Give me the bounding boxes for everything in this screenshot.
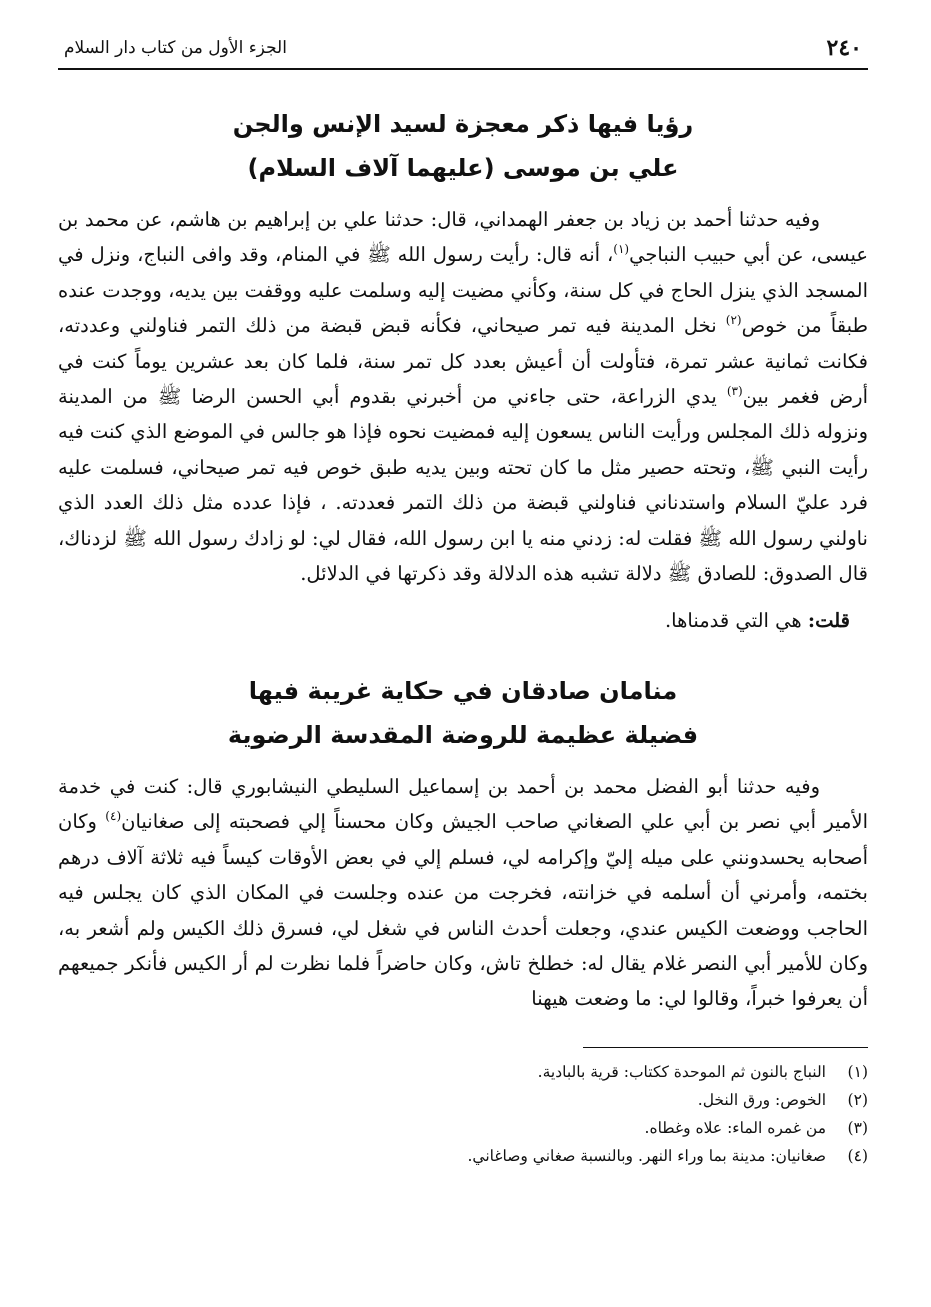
footnote-number: (١)	[847, 1062, 868, 1081]
footnote-number: (٤)	[847, 1146, 868, 1165]
footnote	[58, 1142, 868, 1170]
qult-remark	[58, 603, 868, 638]
footnote-ref-2[interactable]: (٢)	[725, 313, 742, 328]
section2-title-line1: منامان صادقان في حكاية غريبة فيها	[248, 676, 678, 705]
footnote	[58, 1114, 868, 1142]
footnote-ref-3[interactable]: (٣)	[726, 384, 743, 399]
footnote	[58, 1058, 868, 1086]
section1-paragraph	[58, 202, 868, 591]
footnote	[58, 1086, 868, 1114]
footnote-ref-1[interactable]: (١)	[613, 242, 630, 257]
section1-title-line2: علي بن موسى (عليهما آلاف السلام)	[247, 154, 679, 182]
footnote-text: من غمره الماء: علاه وغطاه.	[644, 1118, 826, 1137]
text-run: ، أنه قال: رأيت رسول الله ﷺ في المنام، وقد وافى النباج، ونزل في المسجد الذي ينزل الحاج في كل سنة، وكأني مضيت إليه وسلمت عليه ووقفت بين يديه، ووجدت عنده طبقاً من خوص	[58, 243, 868, 338]
qult-text: هي التي قدمناها.	[664, 609, 808, 633]
section2-paragraph	[58, 769, 868, 1017]
footnote-text: الخوص: ورق النخل.	[697, 1090, 826, 1109]
header-divider	[58, 68, 868, 70]
page-number: ٢٤٠	[826, 35, 862, 61]
footnote-text: صغانيان: مدينة بما وراء النهر. وبالنسبة صغاني وصاغاني.	[467, 1146, 826, 1165]
footnote-number: (٣)	[847, 1118, 868, 1137]
text-run: وكان أصحابه يحسدونني على ميله إليّ وإكرامه لي، فسلم إلي في بعض الأوقات كيساً فيه ثلاثة آلاف درهم بختمه، وأمرني أن أسلمه في خزانته، فخرجت من عنده وجلست في المكان الذي كان يجلس فيه الحاجب ووضعت الكيس عندي، وجعلت أحدث الناس في شغل لي، فسرق ذلك الكيس ولم أشعر به، وكان للأمير أبي النصر غلام يقال له: خطلخ تاش، وكان حاضراً فلما نظرت لم أر الكيس فأنكر جميعهم أن يعرفوا خبراً، وقالوا لي: ما وضعت هيهنا	[58, 810, 868, 1011]
text-run: نخل المدينة فيه تمر صيحاني، فكأنه قبض قبضة من ذلك التمر فناولني وعددته، فكانت ثمانية عشر تمرة، فتأولت أن أعيش بعدد كل تمر سنة، فلما كان بعد عشرين يوماً كنت في أرض فغمر بين	[58, 314, 868, 409]
section1-heading	[58, 102, 868, 190]
footnote-ref-4[interactable]: (٤)	[105, 809, 122, 824]
footnotes	[58, 1058, 868, 1170]
section2-heading	[58, 669, 868, 757]
page-header	[58, 30, 868, 66]
text-run: وفيه حدثنا أحمد بن زياد بن جعفر الهمداني، قال: حدثنا علي بن إبراهيم بن هاشم، عن محمد بن عيسى، عن أبي حبيب النباجي	[58, 208, 868, 267]
book-page	[58, 30, 868, 1280]
section2-title-line2: فضيلة عظيمة للروضة المقدسة الرضوية	[227, 720, 699, 749]
running-title: الجزء الأول من كتاب دار السلام	[64, 38, 287, 58]
text-run: يدي الزراعة، حتى جاءني من أخبرني بقدوم أبي الحسن الرضا ﷺ من المدينة ونزوله ذلك المجلس ورأيت الناس يسعون إليه فمضيت نحوه فإذا هو جالس في الموضع الذي كنت فيه رأيت النبي ﷺ، وتحته حصير مثل ما كان تحته وبين يديه طبق خوص فيه تمر صيحاني، فسلمت عليه فرد عليّ السلام واستدناني فناولني قبضة من ذلك التمر فعددته. ، فإذا عدده مثل ذلك العدد الذي ناولني رسول الله ﷺ فقلت له: زدني منه يا ابن رسول الله، فقال لي: لو زادك رسول الله ﷺ لزدناك، قال الصدوق: للصادق ﷺ دلالة تشبه هذه الدلالة وقد ذكرتها في الدلائل.	[58, 385, 868, 586]
footnote-text: النباج بالنون ثم الموحدة ككتاب: قرية بالبادية.	[537, 1062, 826, 1081]
footnote-number: (٢)	[847, 1090, 868, 1109]
qult-label: قلت:	[807, 609, 850, 633]
footnote-divider	[583, 1047, 868, 1048]
text-run: وفيه حدثنا أبو الفضل محمد بن أحمد بن إسماعيل السليطي النيشابوري قال: كنت في خدمة الأمير أبي نصر بن أبي علي الصغاني صاحب الجيش وكان محسناً إلي فصحبته إلى صغانيان	[58, 774, 868, 834]
section1-title-line1: رؤيا فيها ذكر معجزة لسيد الإنس والجن	[232, 110, 694, 138]
